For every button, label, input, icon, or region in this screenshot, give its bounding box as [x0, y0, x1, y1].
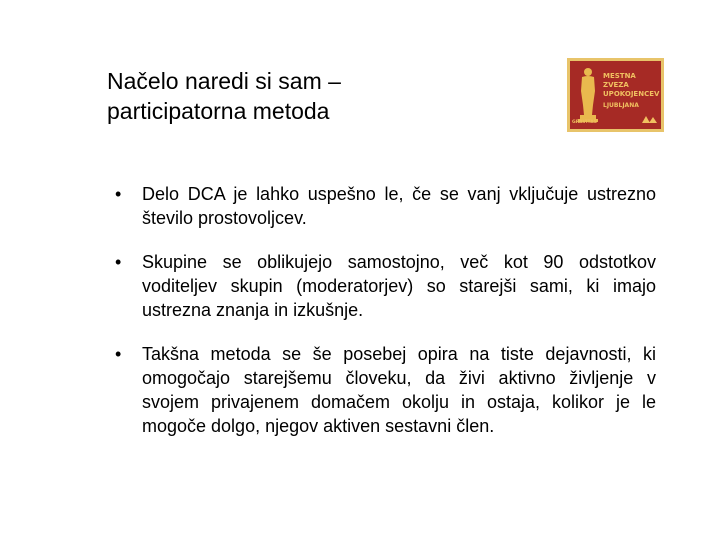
bullet-item — [112, 182, 656, 230]
bullet-dot-icon: • — [115, 252, 122, 272]
logo-bottom-text: GRAVITAS — [572, 120, 597, 125]
organization-logo — [567, 58, 664, 132]
logo-text-line-4: LJUBLJANA — [603, 102, 639, 109]
bullet-text: Delo DCA je lahko uspešno le, če se vanj vključuje ustrezno število prostovoljcev. — [142, 184, 656, 228]
logo-emblem-icon — [570, 61, 661, 129]
slide-title-line-1: Načelo naredi si sam – — [107, 68, 341, 94]
logo-text-line-2: ZVEZA — [603, 81, 629, 89]
bullet-dot-icon: • — [115, 184, 122, 204]
logo-text-line-1: MESTNA — [603, 72, 636, 80]
bullet-text: Takšna metoda se še posebej opira na tiste dejavnosti, ki omogočajo starejšemu človeku, da živi aktivno življenje v svojem privajenem domačem okolju in ostaja, kolikor je le mogoče dolgo, njegov aktiven sestavni člen. — [142, 344, 656, 436]
bullet-dot-icon: • — [115, 344, 122, 364]
bullet-item — [112, 342, 656, 438]
bullet-list — [112, 182, 656, 458]
bullet-item — [112, 250, 656, 322]
bullet-text: Skupine se oblikujejo samostojno, več kot 90 odstotkov voditeljev skupin (moderatorjev) so starejši sami, ki imajo ustrezna znanja in izkušnje. — [142, 252, 656, 320]
logo-mark-icon — [642, 116, 657, 123]
logo-text-line-3: UPOKOJENCEV — [603, 90, 660, 98]
slide-title-line-2: participatorna metoda — [107, 98, 330, 124]
slide-title — [107, 66, 487, 126]
